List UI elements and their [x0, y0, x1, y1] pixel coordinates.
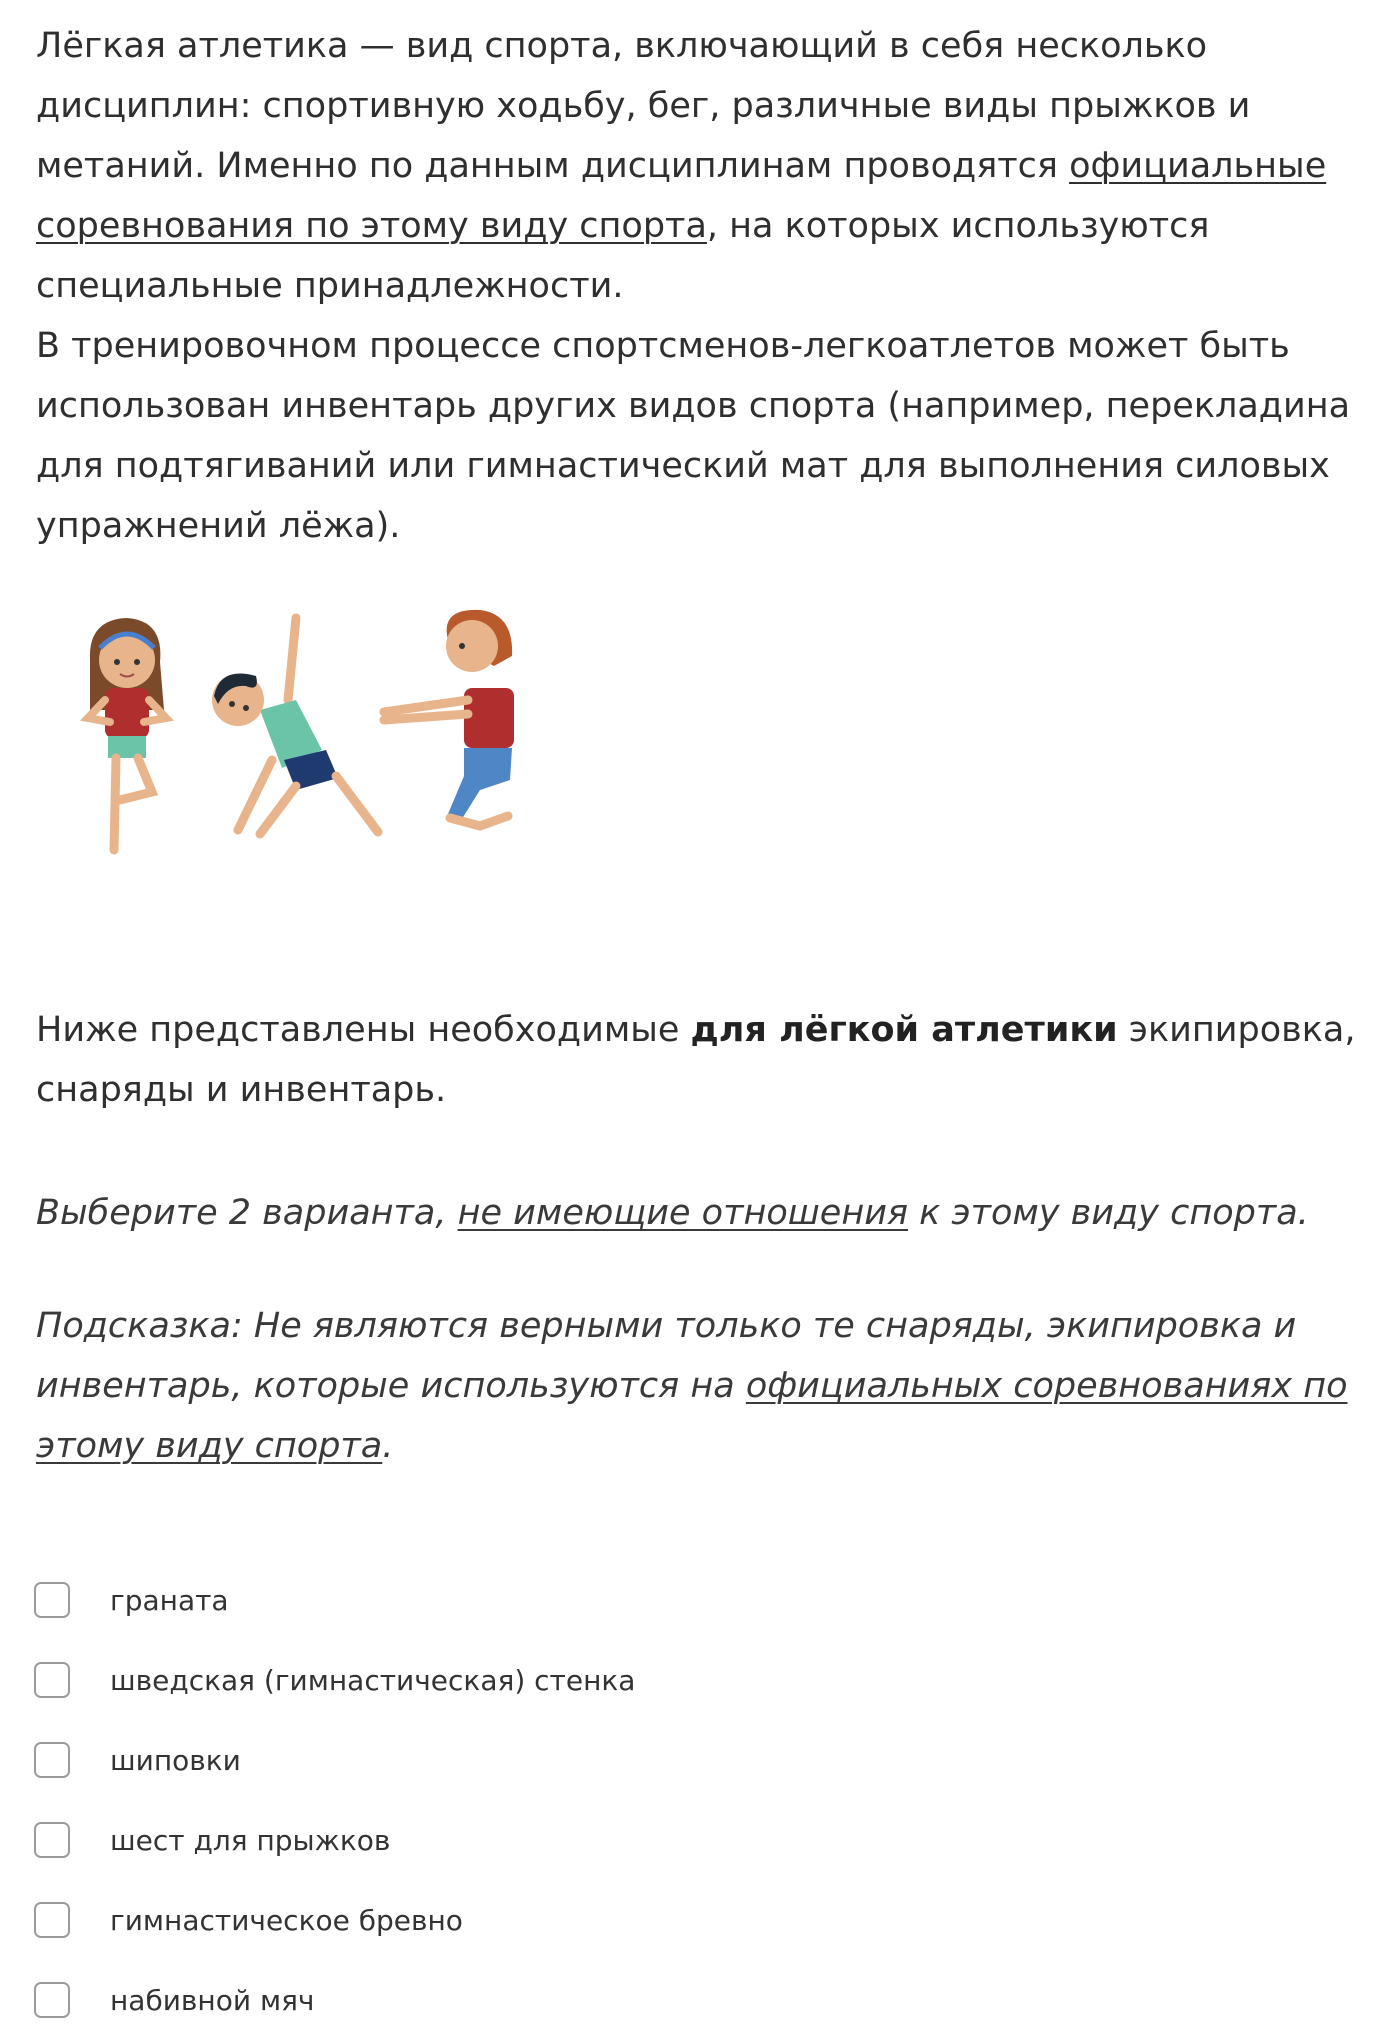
option-item[interactable] — [34, 1720, 1334, 1800]
option-label: шведская (гимнастическая) стенка — [110, 1663, 636, 1697]
official-competitions-link[interactable]: официальные соревнования по этому виду спорта — [36, 146, 1327, 246]
option-checkbox[interactable] — [34, 1902, 70, 1938]
intro-text — [36, 16, 1356, 556]
option-label: шиповки — [110, 1743, 241, 1777]
option-item[interactable] — [34, 1800, 1334, 1880]
option-checkbox[interactable] — [34, 1982, 70, 2018]
option-item[interactable] — [34, 1640, 1334, 1720]
option-label: гимнастическое бревно — [110, 1903, 463, 1937]
task-hint: Подсказка: Не являются верными только те снаряды, экипировка и инвентарь, которые используются на официальных соревнованиях по этому виду спорта. — [36, 1306, 1348, 1466]
boy-squat-figure — [384, 610, 514, 826]
option-item[interactable] — [34, 1880, 1334, 1960]
kids-exercise-illustration — [60, 600, 540, 880]
task-instruction: Выберите 2 варианта, не имеющие отношения к этому виду спорта. — [36, 1193, 1309, 1233]
option-checkbox[interactable] — [34, 1662, 70, 1698]
option-label: граната — [110, 1583, 229, 1617]
intro-paragraph-1: Лёгкая атлетика — вид спорта, включающий в себя несколько дисциплин: спортивную ходьбу, бег, различные виды прыжков и метаний. Именно по данным дисциплинам проводятся официальные соревнования по этому виду спорта, на которых используются специальные принадлежности. — [36, 26, 1327, 306]
option-checkbox[interactable] — [34, 1822, 70, 1858]
option-item[interactable] — [34, 1560, 1334, 1640]
girl-figure — [88, 618, 166, 850]
task-lead: Ниже представлены необходимые для лёгкой атлетики экипировка, снаряды и инвентарь. — [36, 1010, 1356, 1110]
answer-options — [34, 1560, 1334, 2040]
option-item[interactable] — [34, 1960, 1334, 2040]
hint-competitions-link[interactable]: официальных соревнованиях по этому виду спорта — [36, 1366, 1348, 1466]
not-related-emphasis: не имеющие отношения — [457, 1193, 909, 1233]
boy-triangle-figure — [212, 618, 378, 834]
option-label: шест для прыжков — [110, 1823, 391, 1857]
intro-paragraph-2: В тренировочном процессе спортсменов-легкоатлетов может быть использован инвентарь других видов спорта (например, перекладина для подтягиваний или гимнастический мат для выполнения силовых упражнений лёжа). — [36, 326, 1351, 546]
option-checkbox[interactable] — [34, 1742, 70, 1778]
option-checkbox[interactable] — [34, 1582, 70, 1618]
option-label: набивной мяч — [110, 1983, 315, 2017]
